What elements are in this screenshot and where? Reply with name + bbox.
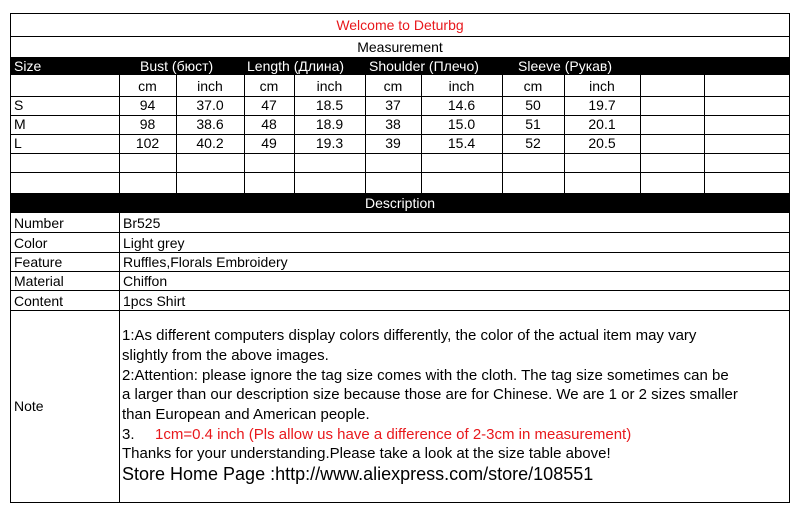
- note-label: Note: [14, 398, 44, 414]
- col-rule: [704, 75, 705, 193]
- table-cell: 38.6: [196, 116, 224, 132]
- thanks-text: Thanks for your understanding.Please take a look at the size table above!: [122, 445, 611, 462]
- rule: [10, 36, 790, 37]
- table-cell: 18.5: [315, 97, 344, 113]
- unit-cell: cm: [383, 78, 403, 94]
- unit-cell: inch: [197, 78, 223, 94]
- table-cell: 19.7: [588, 97, 616, 113]
- table-border-top: [10, 13, 790, 14]
- page-title: Welcome to Deturbg: [336, 17, 464, 33]
- description-label: Content: [14, 293, 64, 309]
- table-cell: 98: [139, 116, 156, 132]
- note-line: 1:As different computers display colors differently, the color of the actual item may vary: [122, 327, 697, 344]
- table-cell: 51: [525, 116, 541, 132]
- unit-cell: cm: [138, 78, 157, 94]
- size-label: S: [14, 97, 24, 113]
- description-label: Feature: [14, 254, 63, 270]
- table-cell: 40.2: [196, 135, 224, 151]
- description-value: Br525: [123, 215, 161, 231]
- note-conversion: 1cm=0.4 inch (Pls allow us have a difference of 2-3cm in measurement): [155, 426, 632, 443]
- table-cell: 48: [261, 116, 277, 132]
- col-rule: [119, 213, 120, 503]
- rule: [10, 153, 790, 154]
- description-value: Chiffon: [123, 273, 168, 289]
- rule: [10, 252, 790, 253]
- table-cell: 49: [261, 135, 277, 151]
- table-cell: 38: [385, 116, 401, 132]
- table-cell: 18.9: [315, 116, 344, 132]
- table-cell: 15.0: [447, 116, 476, 132]
- note-line: 2:Attention: please ignore the tag size comes with the cloth. The tag size sometimes can be: [122, 367, 729, 384]
- bust-column-header: Bust (бюст): [140, 58, 214, 74]
- size-column-header: Size: [14, 58, 42, 74]
- description-value: Light grey: [123, 235, 185, 251]
- rule: [10, 232, 790, 233]
- table-cell: 52: [525, 135, 541, 151]
- table-border-left: [10, 13, 11, 503]
- rule: [10, 290, 790, 291]
- unit-cell: inch: [316, 78, 343, 94]
- unit-cell: cm: [259, 78, 279, 94]
- unit-cell: cm: [523, 78, 543, 94]
- rule: [10, 172, 790, 173]
- table-cell: 14.6: [447, 97, 476, 113]
- description-label: Material: [14, 273, 64, 289]
- rule: [10, 271, 790, 272]
- note-line: a larger than our description size because those are for Chinese. We are 1 or 2 sizes smaller: [122, 386, 738, 403]
- table-cell: 37.0: [196, 97, 224, 113]
- table-border-right: [789, 13, 790, 503]
- table-cell: 47: [261, 97, 277, 113]
- col-rule: [640, 75, 641, 193]
- table-cell: 102: [135, 135, 160, 151]
- measurement-title: Measurement: [357, 39, 443, 55]
- note-number: 3.: [122, 426, 135, 443]
- description-title: Description: [364, 195, 436, 211]
- table-cell: 20.5: [588, 135, 616, 151]
- size-label: L: [14, 135, 22, 151]
- unit-cell: inch: [448, 78, 475, 94]
- description-value: 1pcs Shirt: [123, 293, 186, 309]
- note-line: slightly from the above images.: [122, 347, 329, 364]
- store-link[interactable]: Store Home Page :http://www.aliexpress.com/store/108551: [122, 464, 594, 484]
- description-value: Ruffles,Florals Embroidery: [123, 254, 288, 270]
- table-cell: 39: [385, 135, 401, 151]
- length-column-header: Length (Длина): [247, 58, 345, 74]
- table-cell: 15.4: [447, 135, 476, 151]
- unit-cell: inch: [589, 78, 615, 94]
- description-label: Number: [14, 215, 64, 231]
- size-label: M: [14, 116, 26, 132]
- sleeve-column-header: Sleeve (Рукав): [518, 58, 613, 74]
- table-cell: 37: [385, 97, 401, 113]
- table-cell: 50: [525, 97, 541, 113]
- description-label: Color: [14, 235, 48, 251]
- shoulder-column-header: Shoulder (Плечо): [369, 58, 479, 74]
- table-border-bottom: [10, 502, 790, 503]
- table-cell: 94: [139, 97, 156, 113]
- table-cell: 19.3: [315, 135, 344, 151]
- note-line: than European and American people.: [122, 406, 370, 423]
- table-cell: 20.1: [588, 116, 616, 132]
- rule: [10, 310, 790, 311]
